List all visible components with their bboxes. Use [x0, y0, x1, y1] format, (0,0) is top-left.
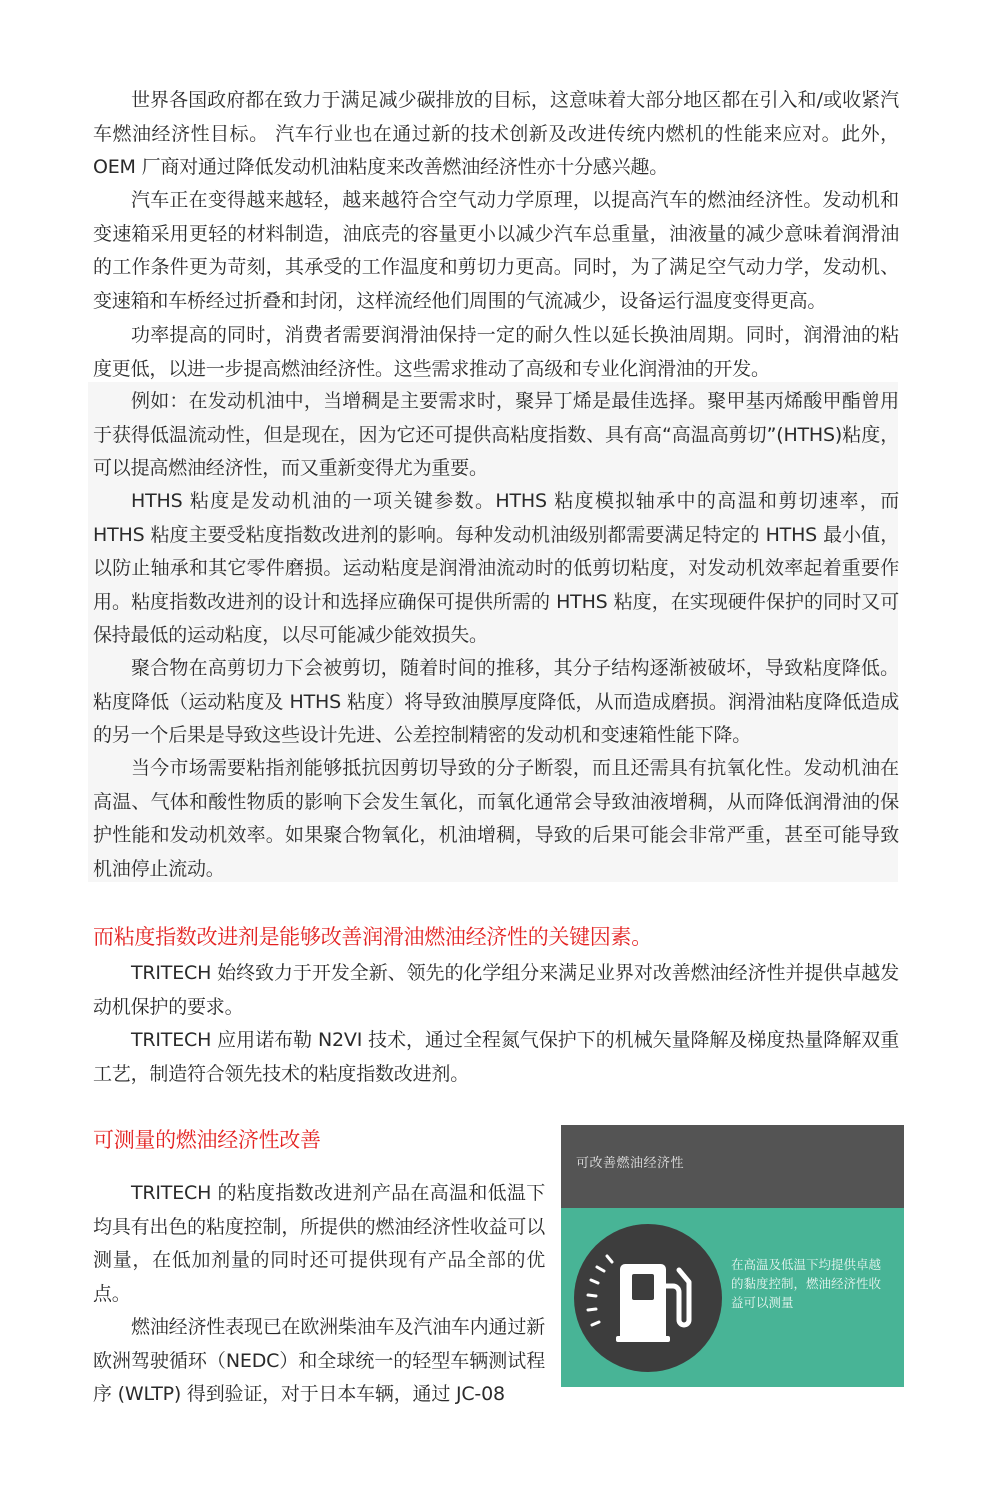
paragraph-example: 例如：在发动机油中，当增稠是主要需求时，聚异丁烯是最佳选择。聚甲基丙烯酸甲酯曾用于获得低温流动性，但是现在，因为它还可提供高粘度指数、具有高“高温高剪切”(HTHS)粘度，可以提高燃油经济性，而又重新变得尤为重要。: [93, 390, 899, 480]
card-header: [561, 1125, 904, 1208]
heading-key-factor: 而粘度指数改进剂是能够改善润滑油燃油经济性的关键因素。: [93, 925, 652, 949]
fuel-pump-icon: [574, 1224, 722, 1372]
paragraph-tritech-1: TRITECH 始终致力于开发全新、领先的化学组分来满足业界对改善燃油经济性并提供卓越发动机保护的要求。: [93, 962, 899, 1018]
paragraph-shear: 聚合物在高剪切力下会被剪切，随着时间的推移，其分子结构逐渐被破坏，导致粘度降低。粘度降低（运动粘度及 HTHS 粘度）将导致油膜厚度降低，从而造成磨损。润滑油粘度降低造成的另一个后果是导致这些设计先进、公差控制精密的发动机和变速箱性能下降。: [93, 657, 899, 747]
paragraph-hths: HTHS 粘度是发动机油的一项关键参数。HTHS 粘度模拟轴承中的高温和剪切速率，而 HTHS 粘度主要受粘度指数改进剂的影响。每种发动机油级别都需要满足特定的 HTHS 最小值，以防止轴承和其它零件磨损。运动粘度是润滑油流动时的低剪切粘度，对发动机效率起着重要作用。粘度指数改进剂的设计和选择应确保可提供所需的 HTHS 粘度，在实现硬件保护的同时又可保持最低的运动粘度，以尽可能减少能效损失。: [93, 490, 899, 647]
paragraph-tritech-2: TRITECH 应用诺布勒 N2VI 技术，通过全程氮气保护下的机械矢量降解及梯度热量降解双重工艺，制造符合领先技术的粘度指数改进剂。: [93, 1029, 899, 1085]
paragraph-oxidation: 当今市场需要粘指剂能够抵抗因剪切导致的分子断裂，而且还需具有抗氧化性。发动机油在高温、气体和酸性物质的影响下会发生氧化，而氧化通常会导致油液增稠，从而降低润滑油的保护性能和发动机效率。如果聚合物氧化，机油增稠，导致的后果可能会非常严重，甚至可能导致机油停止流动。: [93, 757, 899, 880]
paragraph-power: 功率提高的同时，消费者需要润滑油保持一定的耐久性以延长换油周期。同时，润滑油的粘度更低，以进一步提高燃油经济性。这些需求推动了高级和专业化润滑油的开发。: [93, 324, 899, 380]
fuel-economy-card: [561, 1125, 904, 1387]
card-description: 在高温及低温下均提供卓越的黏度控制，燃油经济性收益可以测量: [731, 1257, 882, 1310]
paragraph-intro: 世界各国政府都在致力于满足减少碳排放的目标，这意味着大部分地区都在引入和/或收紧汽车燃油经济性目标。 汽车行业也在通过新的技术创新及改进传统内燃机的性能来应对。此外，OEM 厂商对通过降低发动机油粘度来改善燃油经济性亦十分感兴趣。: [93, 89, 899, 179]
paragraph-measurable-1: TRITECH 的粘度指数改进剂产品在高温和低温下均具有出色的粘度控制，所提供的燃油经济性收益可以测量，在低加剂量的同时还可提供现有产品全部的优点。: [93, 1182, 545, 1305]
fuel-gauge-circle: [574, 1224, 722, 1372]
paragraph-lightweight: 汽车正在变得越来越轻，越来越符合空气动力学原理，以提高汽车的燃油经济性。发动机和变速箱采用更轻的材料制造，油底壳的容量更小以减少汽车总重量，油液量的减少意味着润滑油的工作条件更为苛刻，其承受的工作温度和剪切力更高。同时，为了满足空气动力学，发动机、变速箱和车桥经过折叠和封闭，这样流经他们周围的气流减少，设备运行温度变得更高。: [93, 189, 899, 312]
paragraph-measurable-2: 燃油经济性表现已在欧洲柴油车及汽油车内通过新欧洲驾驶循环（NEDC）和全球统一的轻型车辆测试程序 (WLTP) 得到验证，对于日本车辆，通过 JC-08: [93, 1316, 545, 1406]
heading-measurable: 可测量的燃油经济性改善: [93, 1128, 321, 1152]
card-title: 可改善燃油经济性: [576, 1156, 685, 1171]
